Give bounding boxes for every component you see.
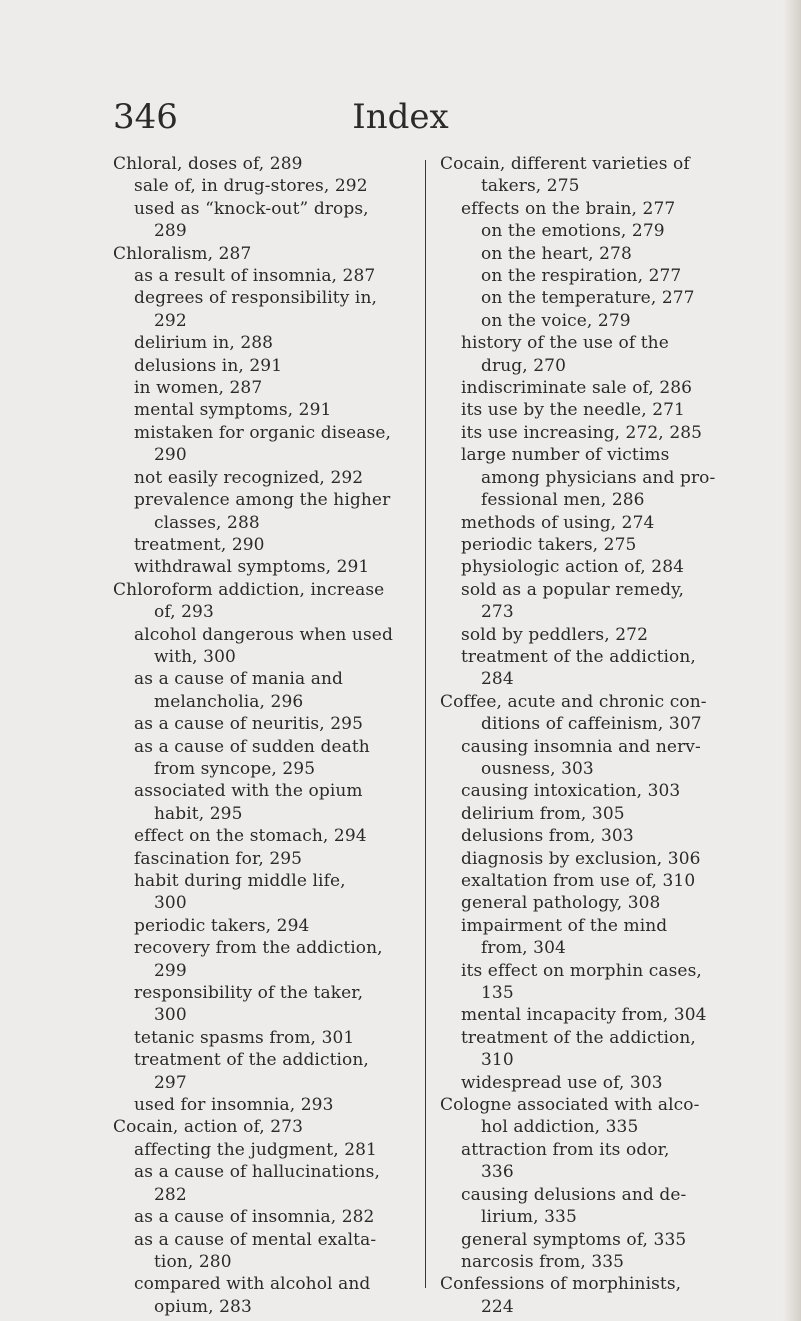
index-subentry: on the temperature, 277 <box>481 288 695 309</box>
index-subentry: attraction from its odor, <box>461 1139 670 1160</box>
index-subentry: physiologic action of, 284 <box>461 557 685 578</box>
index-subentry: 135 <box>481 983 514 1004</box>
column-divider <box>425 160 426 1288</box>
index-subentry: 282 <box>154 1184 187 1205</box>
index-subentry: general pathology, 308 <box>461 893 661 914</box>
page-edge-shadow <box>783 0 801 1321</box>
index-subentry: its use increasing, 272, 285 <box>461 422 703 443</box>
index-subentry: as a cause of mania and <box>134 669 343 690</box>
index-subentry: as a cause of insomnia, 282 <box>134 1207 375 1228</box>
index-subentry: narcosis from, 335 <box>461 1251 625 1272</box>
index-subentry: sale of, in drug-stores, 292 <box>134 176 368 197</box>
index-subentry: causing intoxication, 303 <box>461 781 681 802</box>
index-subentry: fessional men, 286 <box>481 490 645 511</box>
index-subentry: its use by the needle, 271 <box>461 400 685 421</box>
index-subentry: 297 <box>154 1072 187 1093</box>
index-subentry: mental symptoms, 291 <box>134 400 332 421</box>
index-subentry: lirium, 335 <box>481 1207 577 1228</box>
index-subentry: opium, 283 <box>154 1296 252 1317</box>
index-subentry: 299 <box>154 960 187 981</box>
index-subentry: 224 <box>481 1296 514 1317</box>
index-subentry: periodic takers, 294 <box>134 915 310 936</box>
index-entry: Coffee, acute and chronic con- <box>440 691 707 712</box>
index-subentry: 289 <box>154 221 187 242</box>
index-subentry: treatment of the addiction, <box>134 1050 369 1071</box>
index-subentry: as a cause of sudden death <box>134 736 370 757</box>
index-subentry: impairment of the mind <box>461 915 668 936</box>
index-subentry: delirium in, 288 <box>134 333 274 354</box>
index-subentry: compared with alcohol and <box>134 1274 371 1295</box>
index-entry: Chloral, doses of, 289 <box>113 154 303 174</box>
index-subentry: 336 <box>481 1162 514 1183</box>
index-subentry: 273 <box>481 602 514 623</box>
index-subentry: as a cause of mental exalta- <box>134 1229 377 1250</box>
index-subentry: exaltation from use of, 310 <box>461 871 696 891</box>
index-subentry: from syncope, 295 <box>154 758 316 779</box>
page-header <box>0 95 801 145</box>
index-column-left <box>113 153 443 1318</box>
index-subentry: on the respiration, 277 <box>481 266 682 287</box>
index-subentry: of, 293 <box>154 602 214 623</box>
index-subentry: as a result of insomnia, 287 <box>134 266 376 287</box>
index-subentry: fascination for, 295 <box>134 848 303 869</box>
index-subentry: withdrawal symptoms, 291 <box>134 557 370 578</box>
index-entry: Cocain, action of, 273 <box>113 1117 303 1138</box>
index-subentry: mental incapacity from, 304 <box>461 1005 707 1026</box>
index-subentry: large number of victims <box>461 445 670 466</box>
index-subentry: among physicians and pro- <box>481 467 716 488</box>
index-subentry: tion, 280 <box>154 1251 232 1272</box>
index-subentry: not easily recognized, 292 <box>134 467 364 488</box>
index-subentry: indiscriminate sale of, 286 <box>461 378 693 399</box>
index-subentry: habit during middle life, <box>134 871 346 891</box>
index-subentry: on the voice, 279 <box>481 310 631 331</box>
index-subentry: degrees of responsibility in, <box>134 288 377 309</box>
index-subentry: associated with the opium <box>134 781 363 802</box>
index-subentry: delusions in, 291 <box>134 355 283 376</box>
index-subentry: effects on the brain, 277 <box>461 198 676 219</box>
index-subentry: with, 300 <box>154 646 236 667</box>
index-entry: Chloroform addiction, increase <box>113 579 385 600</box>
index-subentry: sold by peddlers, 272 <box>461 624 648 645</box>
index-subentry: delirium from, 305 <box>461 803 625 824</box>
index-subentry: history of the use of the <box>461 333 669 354</box>
index-subentry: its effect on morphin cases, <box>461 960 702 981</box>
index-subentry: as a cause of neuritis, 295 <box>134 714 363 735</box>
index-subentry: ditions of caffeinism, 307 <box>481 714 702 735</box>
index-subentry: melancholia, 296 <box>154 691 304 712</box>
index-subentry: used as “knock-out” drops, <box>134 198 369 219</box>
index-subentry: tetanic spasms from, 301 <box>134 1027 355 1048</box>
index-entry: Confessions of morphinists, <box>440 1274 682 1295</box>
index-subentry: ousness, 303 <box>481 758 594 779</box>
index-subentry: on the heart, 278 <box>481 243 632 264</box>
index-subentry: effect on the stomach, 294 <box>134 826 367 847</box>
index-subentry: causing delusions and de- <box>461 1184 687 1205</box>
index-entry: Cocain, different varieties of <box>440 154 690 174</box>
index-subentry: classes, 288 <box>154 512 260 533</box>
page-title: Index <box>352 97 449 137</box>
index-subentry: diagnosis by exclusion, 306 <box>461 848 701 869</box>
index-subentry: alcohol dangerous when used <box>134 624 393 645</box>
index-subentry: periodic takers, 275 <box>461 534 637 555</box>
index-column-right <box>440 153 770 1318</box>
index-subentry: causing insomnia and nerv- <box>461 736 701 757</box>
index-subentry: drug, 270 <box>481 355 566 376</box>
index-subentry: used for insomnia, 293 <box>134 1095 334 1116</box>
index-subentry: from, 304 <box>481 938 566 959</box>
index-subentry: sold as a popular remedy, <box>461 579 685 600</box>
index-subentry: recovery from the addiction, <box>134 938 383 959</box>
index-subentry: takers, 275 <box>481 176 580 197</box>
index-subentry: 310 <box>481 1050 514 1071</box>
index-subentry: 300 <box>154 893 187 914</box>
index-subentry: treatment of the addiction, <box>461 646 696 667</box>
index-subentry: mistaken for organic disease, <box>134 422 392 443</box>
index-subentry: 300 <box>154 1005 187 1026</box>
index-subentry: methods of using, 274 <box>461 512 655 533</box>
index-subentry: widespread use of, 303 <box>461 1072 663 1093</box>
index-subentry: 292 <box>154 310 187 331</box>
index-entry: Cologne associated with alco- <box>440 1095 700 1116</box>
index-subentry: treatment of the addiction, <box>461 1027 696 1048</box>
index-subentry: general symptoms of, 335 <box>461 1229 687 1250</box>
index-subentry: in women, 287 <box>134 378 263 399</box>
index-subentry: 284 <box>481 669 514 690</box>
index-subentry: responsibility of the taker, <box>134 983 364 1004</box>
index-subentry: affecting the judgment, 281 <box>134 1139 377 1160</box>
index-entry: Chloralism, 287 <box>113 243 252 264</box>
index-subentry: hol addiction, 335 <box>481 1117 639 1138</box>
index-subentry: 290 <box>154 445 187 466</box>
index-subentry: prevalence among the higher <box>134 490 391 511</box>
index-subentry: as a cause of hallucinations, <box>134 1162 380 1183</box>
page-number: 346 <box>113 97 178 137</box>
index-subentry: habit, 295 <box>154 803 243 824</box>
index-subentry: on the emotions, 279 <box>481 221 665 242</box>
index-subentry: delusions from, 303 <box>461 826 634 847</box>
index-subentry: treatment, 290 <box>134 534 265 555</box>
